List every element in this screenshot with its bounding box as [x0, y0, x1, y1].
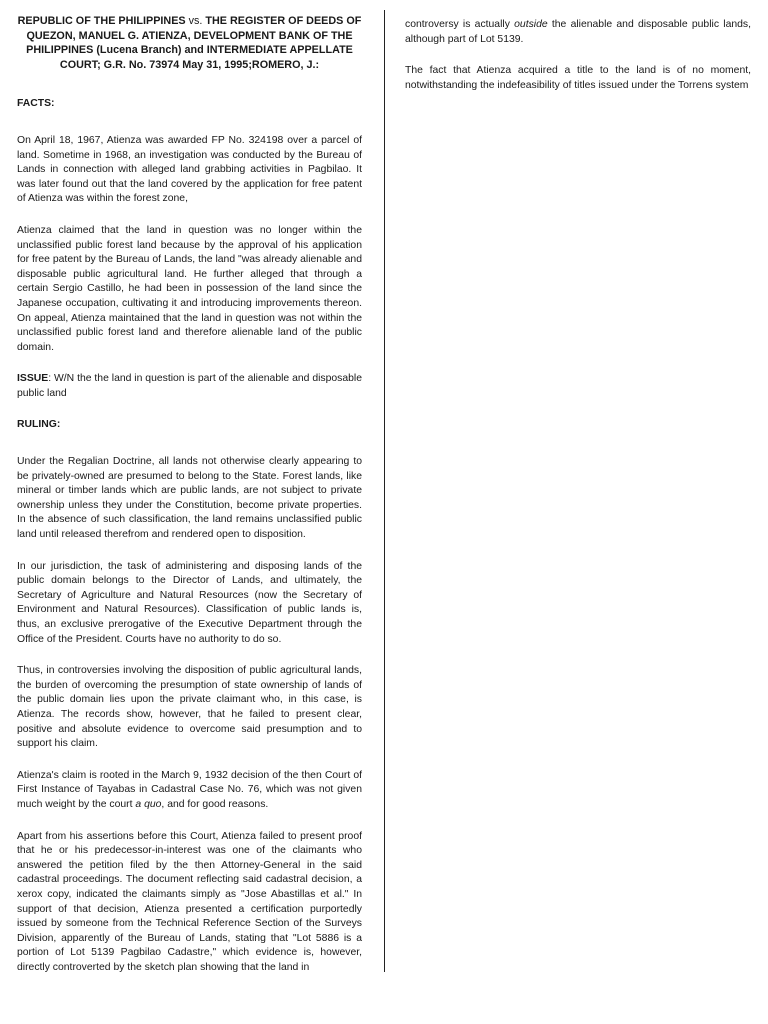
ruling-italic: outside [514, 19, 548, 30]
ruling-paragraph: In our jurisdiction, the task of administering and disposing lands of the public domain belongs to the Director of Lands, and ultimately, the Secretary of Agriculture and Natural Resources (now the Secretary of Environment and Natural Resources). Classification of public lands is, thus, an exclusive prerogative of the Executive Department through the Office of the President. Courts have no authority to do so. [17, 560, 362, 645]
right-column [405, 18, 751, 110]
ruling-italic: a quo [135, 798, 162, 810]
ruling-text: the alienable and disposable public lands, although part of Lot 5139. [405, 19, 751, 45]
ruling-text: controversy is actually [405, 19, 515, 30]
ruling-heading: RULING: [17, 419, 61, 431]
facts-paragraph: On April 18, 1967, Atienza was awarded FP No. 324198 over a parcel of land. Sometime in 1968, an investigation was conducted by the Bureau of Lands in connection with alleged land grabbing activities in Pagbilao. It was later found out that the land covered by the application for free patent of Atienza was within the forest zone, [17, 134, 362, 205]
case-title-rest: THE REGISTER OF DEEDS OF QUEZON, MANUEL G. ATIENZA, DEVELOPMENT BANK OF THE PHILIPPINES (Lucena Branch) and INTERMEDIATE APPELLATE COURT; G.R. No. 73974 May 31, 1995;ROMERO, J.: [26, 15, 362, 71]
ruling-paragraph-continued [405, 18, 751, 47]
left-column [17, 14, 362, 992]
ruling-paragraph: The fact that Atienza acquired a title to the land is of no moment, notwithstanding the indefeasibility of titles issued under the Torrens system [405, 65, 751, 91]
case-title [17, 14, 362, 72]
facts-heading: FACTS: [17, 98, 55, 110]
ruling-text: , and for good reasons. [161, 798, 269, 810]
ruling-paragraph: Under the Regalian Doctrine, all lands not otherwise clearly appearing to be privately-owned are presumed to belong to the State. Forest lands, like mineral or timber lands which are public lands, are not subject to private ownership unless they under the Constitution, become private properties. In the absence of such classification, the land remains unclassified public land until released therefrom and rendered open to disposition. [17, 456, 362, 541]
case-title-party: REPUBLIC OF THE PHILIPPINES [17, 15, 186, 27]
issue-paragraph [17, 372, 362, 401]
column-divider [384, 10, 385, 972]
issue-label: ISSUE [17, 373, 49, 385]
issue-text: : W/N the the land in question is part of the alienable and disposable public land [17, 373, 362, 399]
case-title-vs: vs. [185, 15, 206, 27]
ruling-text: Atienza's claim is rooted in the March 9, 1932 decision of the then Court of First Instance of Tayabas in Cadastral Case No. 76, which was not given much weight by the court [17, 769, 362, 810]
ruling-paragraph: Thus, in controversies involving the disposition of public agricultural lands, the burden of overcoming the presumption of state ownership of lands of the public domain lies upon the private claimant who, in this case, is Atienza. The records show, however, that he failed to present clear, positive and absolute evidence to overcome said presumption and to support his claim. [17, 665, 362, 750]
ruling-paragraph [17, 769, 362, 813]
facts-paragraph: Atienza claimed that the land in question was no longer within the unclassified public forest land because by the approval of his application for free patent by the Bureau of Lands, the land "was already alienable and disposable public agricultural land. He further alleged that through a certain Sergio Castillo, he had been in possession of the land since the Japanese occupation, cultivating it and introducing improvements thereon. On appeal, Atienza maintained that the land in question was not within the unclassified public forest land and therefore alienable land of the public domain. [17, 224, 362, 353]
ruling-paragraph: Apart from his assertions before this Court, Atienza failed to present proof that he or his predecessor-in-interest was one of the claimants who answered the petition filed by the then Attorney-General in the said cadastral proceedings. The document reflecting said cadastral decision, a xerox copy, indicated the claimants simply as "Jose Abastillas et al." In support of that decision, Atienza presented a certification purportedly issued by someone from the Technical Reference Section of the Surveys Division, apparently of the Bureau of Lands, stating that "Lot 5886 is a portion of Lot 5139 Pagbilao Cadastre," which evidence is, however, directly controverted by the sketch plan showing that the land in [17, 830, 362, 973]
